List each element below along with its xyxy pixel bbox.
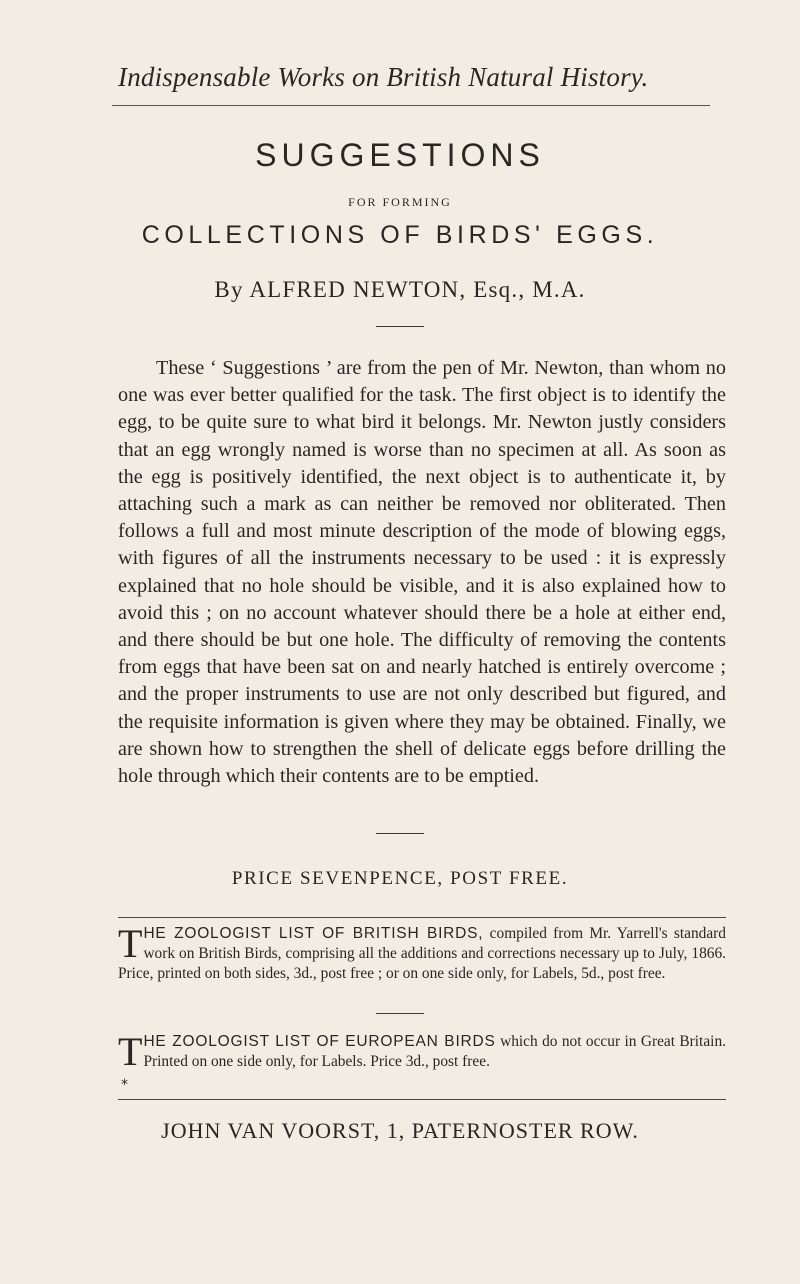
- notice-european-birds: [118, 1029, 726, 1074]
- notice-body: compiled from Mr. Yarrell's standard work on British Birds, comprising all the additions and corrections necessary up to July, 1866. Price, printed on both sides, 3d., post free ; or on one side only, for Labels, 5d., post free.: [118, 925, 726, 982]
- short-divider-notices: [376, 1013, 424, 1014]
- dropcap: T: [118, 921, 143, 966]
- notice-lead: HE ZOOLOGIST LIST OF BRITISH BIRDS,: [143, 925, 484, 942]
- notice-lead: HE ZOOLOGIST LIST OF EUROPEAN BIRDS: [143, 1033, 496, 1050]
- subtitle-collections: COLLECTIONS OF BIRDS' EGGS.: [141, 221, 659, 249]
- publisher-imprint: JOHN VAN VOORST, 1, PATERNOSTER ROW.: [161, 1118, 639, 1143]
- notice-british-birds: [118, 921, 726, 984]
- notice-body: which do not occur in Great Britain. Printed on one side only, for Labels. Price 3d., post free.: [143, 1033, 726, 1070]
- header-rule: [112, 105, 710, 106]
- short-divider-top: [376, 326, 424, 327]
- price-line: PRICE SEVENPENCE, POST FREE.: [231, 868, 569, 889]
- page-title: SUGGESTIONS: [255, 137, 545, 173]
- asterisk-mark: *: [121, 1077, 128, 1093]
- short-divider-middle: [376, 833, 424, 834]
- dropcap: T: [118, 1029, 143, 1074]
- section-rule-2: [118, 1099, 726, 1100]
- section-rule-1: [118, 917, 726, 918]
- running-head: Indispensable Works on British Natural History.: [118, 62, 649, 92]
- description-paragraph: These ‘ Suggestions ’ are from the pen of Mr. Newton, than whom no one was ever better qualified for the task. The first object is to identify the egg, to be quite sure to what bird it belongs. Mr. Newton justly considers that an egg wrongly named is worse than no specimen at all. As soon as the egg is positively identified, the next object is to authenticate it, by attaching such a mark as can neither be removed nor obliterated. Then follows a full and most minute description of the mode of blowing eggs, with figures of all the instruments necessary to be used : it is expressly explained that no hole should be visible, and it is also explained how to avoid this ; on no account whatever should there be a hole at either end, and there should be but one hole. The difficulty of removing the contents from eggs that have been sat on and nearly hatched is entirely overcome ; and the proper instruments to use are not only described but figured, and the requisite information is given where they may be obtained. Finally, we are shown how to strengthen the shell of delicate eggs before drilling the hole through which their contents are to be emptied.: [118, 357, 726, 788]
- author-byline: By ALFRED NEWTON, Esq., M.A.: [214, 277, 586, 302]
- subtitle-for-forming: FOR FORMING: [348, 195, 452, 209]
